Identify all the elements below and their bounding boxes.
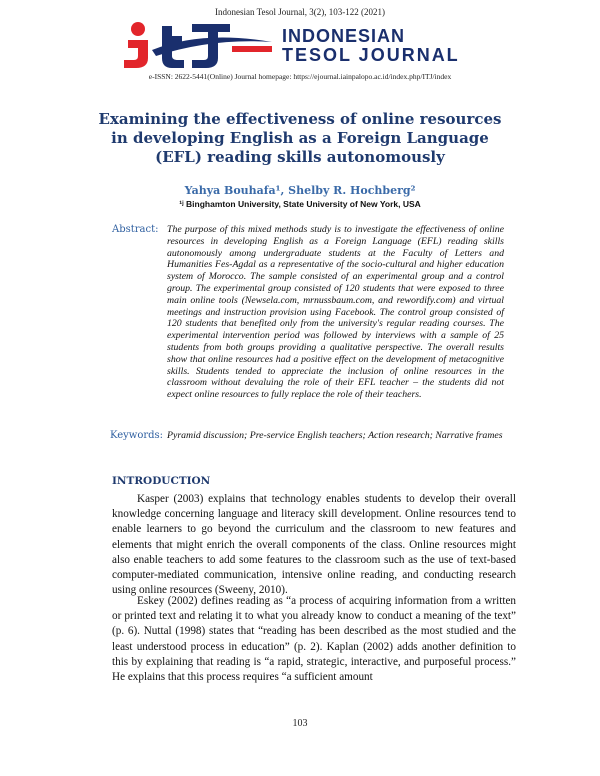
section-heading: INTRODUCTION <box>112 475 211 487</box>
body-paragraph-2: Eskey (2002) defines reading as “a process of acquiring information from a written or printed text and relating it to what you already know to conduct a meaning of the text” (p. 6). Nuttal (1998) states that “reading has been described as the most studied and the least understood process in education” (p. 2). Kaplan (2002) adds another definition to this by explaining that reading is “a rapid, strategic, interactive, and purposeful process.” He explains that this process requires “a sufficient amount <box>112 595 516 684</box>
body-paragraph-1: Kasper (2003) explains that technology enables students to develop their overall knowledge concerning language and literacy skill development. Online resources tend to enable learners to go beyond the curriculum and the classroom to new features and elements that might enrich the overall components of the class. Online resources might also enable teachers to add some features to the classroom such as the use of text-based computer-mediated communication, intensive online reading, and conducting research using online resources (Sweeny, 2010). <box>112 493 516 597</box>
itj-logo-mark-icon <box>122 20 280 70</box>
journal-logo <box>122 20 512 70</box>
logo-line-2: TESOL JOURNAL <box>282 45 460 65</box>
page-number: 103 <box>292 718 308 729</box>
article-title: Examining the effectiveness of online resources in developing English as a Foreign Language (EFL) reading skills autonomously <box>98 110 502 166</box>
author-affiliation: ¹ʲ Binghamton University, State University of New York, USA <box>179 199 421 209</box>
keywords-text: Pyramid discussion; Pre-service English teachers; Action research; Narrative frames <box>167 430 503 441</box>
issn-line: e-ISSN: 2622-5441(Online) Journal homepage: https://ejournal.iainpalopo.ac.id/index.php/ITJ/index <box>148 72 452 81</box>
article-authors: Yahya Bouhafa¹, Shelby R. Hochberg² <box>184 184 416 197</box>
logo-line-1: INDONESIAN <box>282 26 406 46</box>
abstract-text: The purpose of this mixed methods study is to investigate the effectiveness of online resources in developing English as a Foreign Language (EFL) reading skills autonomously among undergraduate students at the Faculty of Letters and Humanities Fes-Agdal as a representative of the socio-cultural and higher education system of Morocco. The sample consisted of an experimental group and a control group. The experimental group consisted of 120 students that were exposed to three main online tools (Newsela.com, mrnussbaum.com, and rewordify.com) and virtual meetings and instruction provision using Facebook. The control group consisted of 120 students that benefited only from the university's regular reading courses. The experimental intervention period was followed by interviews with a sample of 25 students from both groups providing a qualitative perspective. The overall results show that online resources had a positive effect on the development of metacognitive skills. Students tended to appreciate the inclusion of online resources in the classroom without devaluing the role of their EFL teacher – the students did not expect online resources to fully replace the role of their teachers. <box>167 224 504 401</box>
abstract-label: Abstract: <box>112 224 159 235</box>
journal-citation: Indonesian Tesol Journal, 3(2), 103-122 (2021) <box>215 7 385 17</box>
keywords-label: Keywords: <box>110 430 164 441</box>
